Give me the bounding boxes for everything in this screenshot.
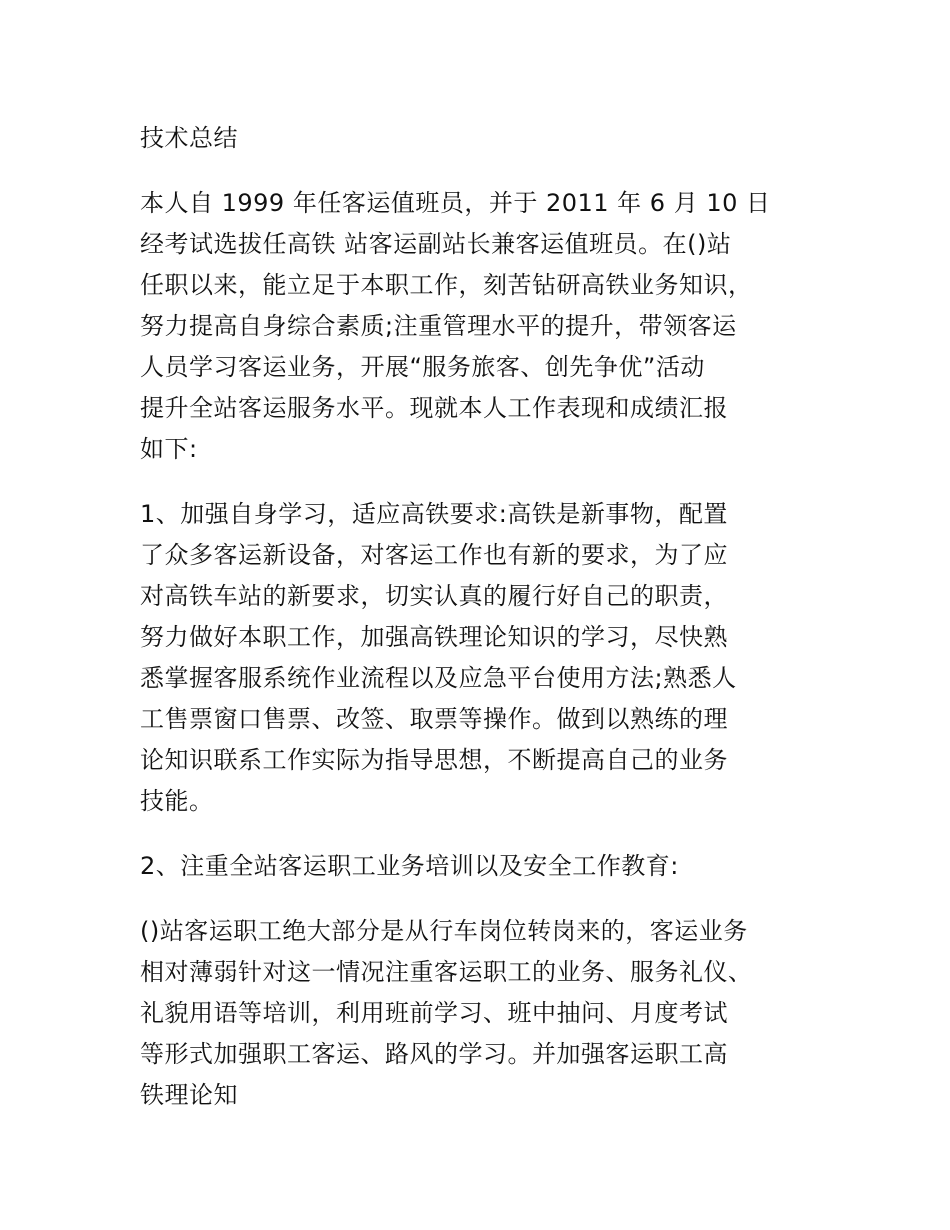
intro-line: 人员学习客运业务，开展“服务旅客、创先争优”活动 bbox=[140, 353, 705, 381]
section-1-line: 努力做好本职工作，加强高铁理论知识的学习，尽快熟 bbox=[140, 623, 728, 651]
intro-line: 努力提高自身综合素质;注重管理水平的提升，带领客运 bbox=[140, 312, 737, 340]
section-1-line: 技能。 bbox=[140, 787, 214, 815]
section-2-line: 礼貌用语等培训，利用班前学习、班中抽问、月度考试 bbox=[140, 999, 728, 1027]
intro-line: 经考试选拔任高铁 站客运副站长兼客运值班员。在()站 bbox=[140, 230, 732, 258]
section-2-heading: 2、注重全站客运职工业务培训以及安全工作教育: bbox=[140, 852, 679, 880]
intro-line: 任职以来，能立足于本职工作，刻苦钻研高铁业务知识， bbox=[140, 271, 753, 299]
document-body bbox=[140, 118, 820, 1140]
section-1-line: 对高铁车站的新要求，切实认真的履行好自己的职责， bbox=[140, 582, 728, 610]
section-2-line: 铁理论知 bbox=[140, 1081, 238, 1109]
intro-line: 如下: bbox=[140, 435, 198, 463]
section-2-line: ()站客运职工绝大部分是从行车岗位转岗来的，客运业务 bbox=[140, 917, 748, 945]
section-2-line: 相对薄弱针对这一情况注重客运职工的业务、服务礼仪、 bbox=[140, 958, 753, 986]
section-1-line: 论知识联系工作实际为指导思想，不断提高自己的业务 bbox=[140, 746, 728, 774]
section-1-line: 悉掌握客服系统作业流程以及应急平台使用方法;熟悉人 bbox=[140, 664, 737, 692]
section-1-line: 工售票窗口售票、改签、取票等操作。做到以熟练的理 bbox=[140, 705, 728, 733]
section-2-line: 等形式加强职工客运、路风的学习。并加强客运职工高 bbox=[140, 1040, 728, 1068]
section-2-paragraph bbox=[140, 911, 820, 1116]
intro-line: 本人自 1999 年任客运值班员，并于 2011 年 6 月 10 日 bbox=[140, 189, 771, 217]
intro-paragraph bbox=[140, 183, 820, 470]
section-1-paragraph bbox=[140, 494, 820, 822]
document-title: 技术总结 bbox=[140, 124, 238, 152]
intro-line: 提升全站客运服务水平。现就本人工作表现和成绩汇报 bbox=[140, 394, 728, 422]
section-1-line: 1、加强自身学习，适应高铁要求:高铁是新事物，配置 bbox=[140, 500, 728, 528]
section-1-line: 了众多客运新设备，对客运工作也有新的要求，为了应 bbox=[140, 541, 728, 569]
